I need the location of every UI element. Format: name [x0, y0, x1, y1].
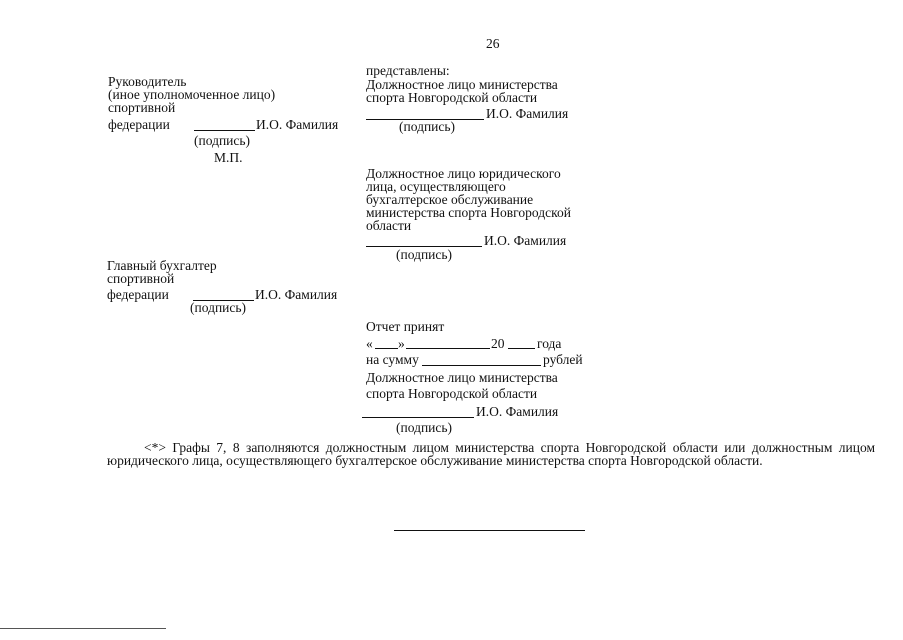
date-open-quote: « [366, 336, 373, 351]
head-name: И.О. Фамилия [256, 117, 339, 132]
sum-label: на сумму [366, 352, 419, 367]
head-title-line-3: спортивной [108, 100, 176, 115]
head-title-line-1: Руководитель [108, 74, 187, 89]
ministry-official-line-2: спорта Новгородской области [366, 90, 538, 105]
footnote-text: <*> Графы 7, 8 заполняются должностным лицом министерства спорта Новгородской области или должностным лицом юридического лица, осуществляющего бухгалтерское обслуживание министерства спорта Новгородской области. [107, 440, 875, 468]
head-title-line-2: (иное уполномоченное лицо) [108, 87, 276, 102]
date-month-line [406, 348, 490, 349]
legal-official-line-2: лица, осуществляющего [366, 179, 506, 194]
ministry-signature-caption: (подпись) [399, 119, 456, 134]
date-suffix: года [537, 336, 562, 351]
date-year-prefix: 20 [491, 336, 505, 351]
report-accepted-label: Отчет принят [366, 319, 445, 334]
final-official-line-1: Должностное лицо министерства [366, 370, 558, 385]
ministry-official-name: И.О. Фамилия [486, 106, 569, 121]
accountant-name: И.О. Фамилия [255, 287, 338, 302]
legal-official-name: И.О. Фамилия [484, 233, 567, 248]
date-close-quote: » [398, 336, 405, 351]
page-number: 26 [486, 36, 500, 51]
stamp-label: М.П. [214, 150, 243, 165]
final-official-name: И.О. Фамилия [476, 404, 559, 419]
legal-official-line-5: области [366, 218, 412, 233]
sum-currency: рублей [543, 352, 583, 367]
presented-label: представлены: [366, 63, 450, 78]
legal-signature-caption: (подпись) [396, 247, 453, 262]
accountant-title-line-1: Главный бухгалтер [107, 258, 217, 273]
final-signature-line [362, 417, 474, 418]
head-federation-label: федерации [108, 117, 170, 132]
legal-official-line-1: Должностное лицо юридического [366, 166, 561, 181]
final-signature-caption: (подпись) [396, 420, 453, 435]
date-year-line [508, 348, 535, 349]
accountant-signature-caption: (подпись) [190, 300, 247, 315]
legal-official-line-3: бухгалтерское обслуживание [366, 192, 534, 207]
head-signature-caption: (подпись) [194, 133, 251, 148]
date-day-line [375, 348, 398, 349]
sum-line [422, 365, 541, 366]
accountant-title-line-2: спортивной [107, 271, 175, 286]
ministry-official-line-1: Должностное лицо министерства [366, 77, 558, 92]
final-official-line-2: спорта Новгородской области [366, 386, 538, 401]
head-signature-line [194, 130, 255, 131]
end-separator-line [394, 530, 585, 531]
accountant-federation-label: федерации [107, 287, 169, 302]
legal-official-line-4: министерства спорта Новгородской [366, 205, 571, 220]
bottom-edge-line [0, 628, 166, 629]
